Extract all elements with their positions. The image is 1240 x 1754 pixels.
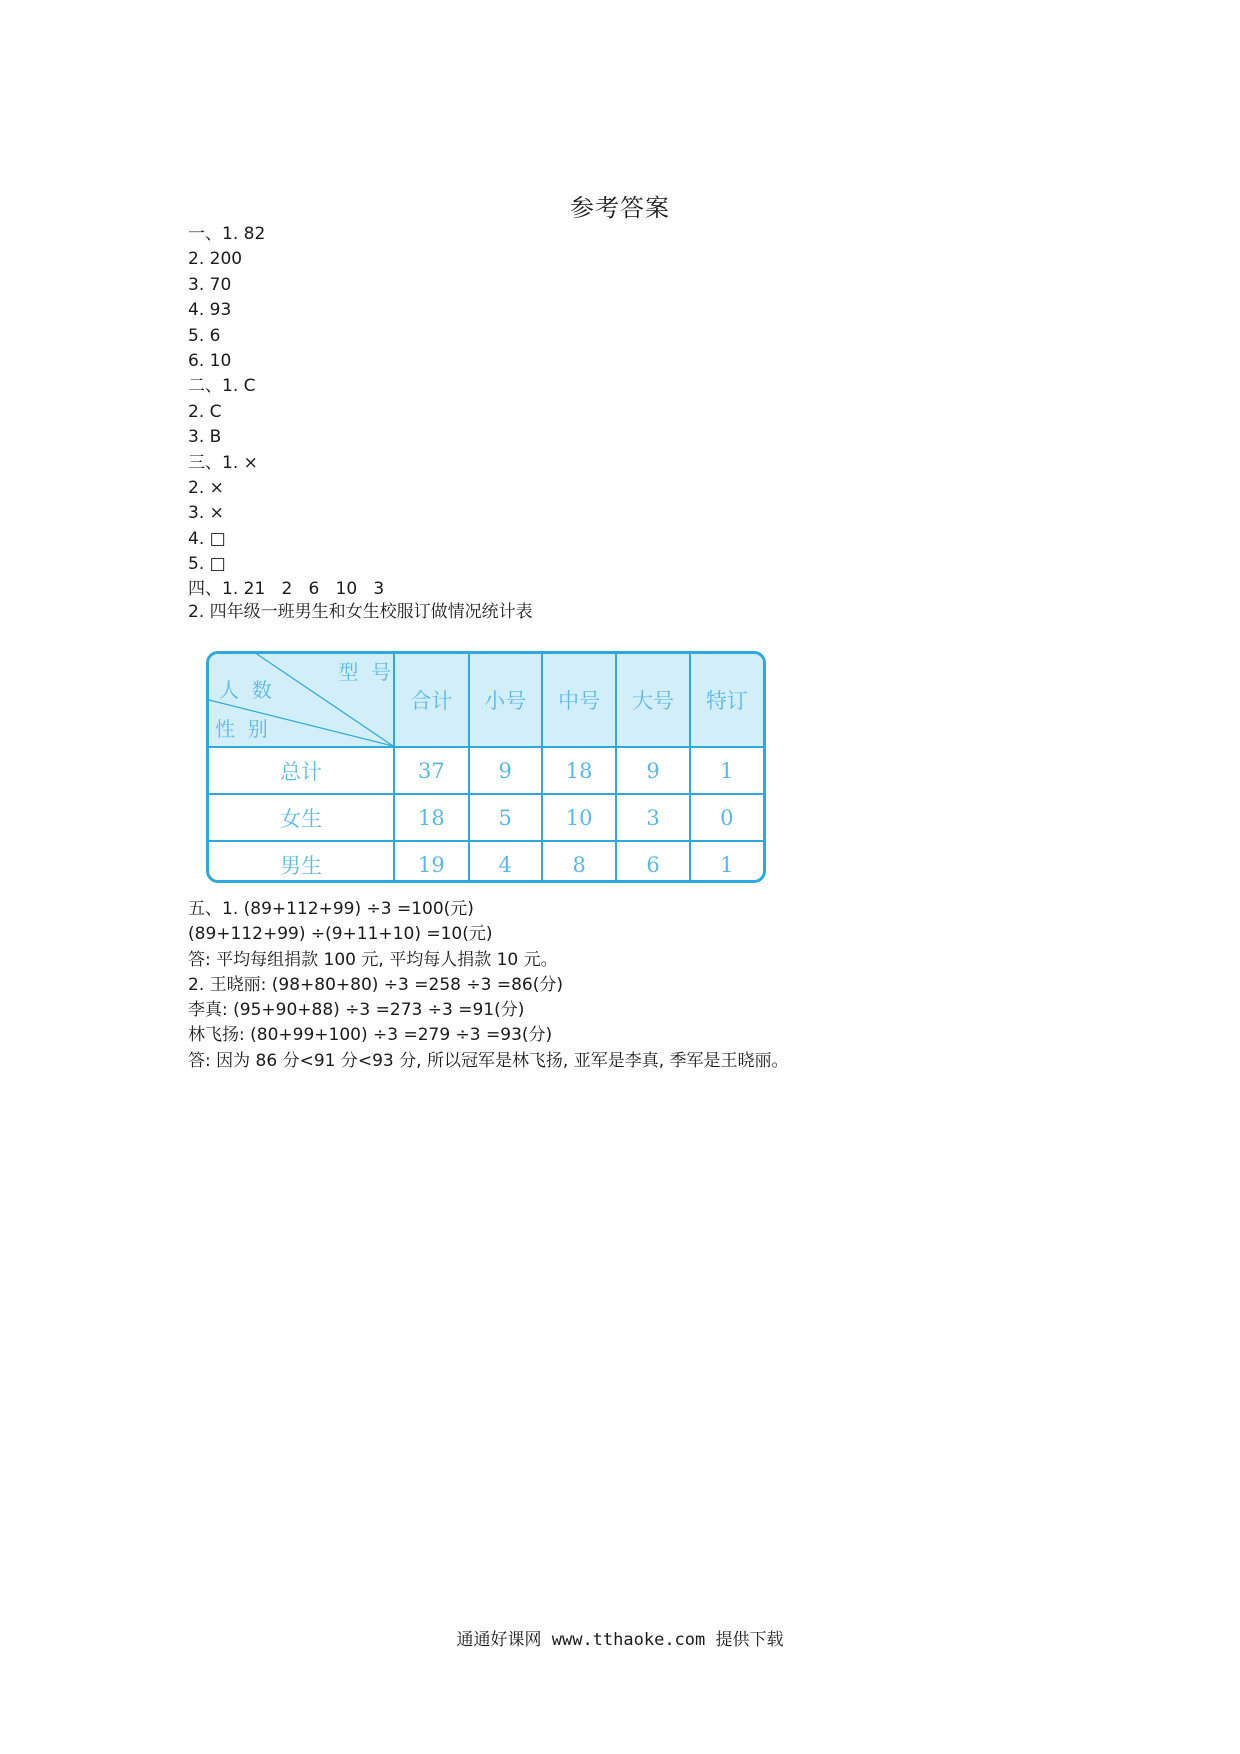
table-cell: 19 (394, 841, 469, 883)
table-cell: 4 (469, 841, 542, 883)
solution-line: 李真: (95+90+88) ÷3 =273 ÷3 =91(分) (188, 1000, 525, 1021)
table-cell: 18 (542, 747, 617, 794)
table-cell: 9 (469, 747, 542, 794)
solution-line: (89+112+99) ÷(9+11+10) =10(元) (188, 924, 493, 945)
answer-line: 4. 93 (188, 300, 232, 321)
answer-line: 二、1. C (188, 376, 256, 397)
uniform-statistics-table (206, 651, 766, 883)
table-cell: 18 (394, 794, 469, 841)
table-cell: 37 (394, 747, 469, 794)
table-cell: 1 (690, 747, 763, 794)
table-cell: 5 (469, 794, 542, 841)
corner-label-size: 型 号 (338, 660, 392, 684)
table-cell: 1 (690, 841, 763, 883)
column-header: 特订 (690, 654, 763, 747)
solution-line: 答: 平均每组捐款 100 元, 平均每人捐款 10 元。 (188, 949, 558, 970)
column-header: 合计 (394, 654, 469, 747)
row-label: 女生 (209, 794, 394, 841)
answer-line: 四、1. 21 2 6 10 3 (188, 579, 385, 600)
solution-line: 林飞扬: (80+99+100) ÷3 =279 ÷3 =93(分) (188, 1025, 553, 1046)
answer-line: 6. 10 (188, 350, 232, 371)
corner-label-gender: 性 别 (215, 717, 268, 741)
table-cell: 9 (616, 747, 689, 794)
row-label: 男生 (209, 841, 394, 883)
column-header: 小号 (469, 654, 542, 747)
table-corner-cell (209, 654, 394, 747)
column-header: 中号 (542, 654, 617, 747)
answer-line: 3. × (188, 503, 224, 524)
column-header: 大号 (616, 654, 689, 747)
table-header-row (209, 654, 763, 747)
table-cell: 6 (616, 841, 689, 883)
solution-line: 2. 王晓丽: (98+80+80) ÷3 =258 ÷3 =86(分) (188, 974, 563, 995)
answer-line: 5. 6 (188, 325, 221, 346)
answer-list (188, 222, 384, 603)
answer-line: 3. B (188, 427, 222, 448)
solution-list (188, 897, 789, 1074)
answer-line: 一、1. 82 (188, 224, 266, 244)
answer-line: 2. 200 (188, 249, 243, 270)
answer-line: 2. × (188, 477, 224, 498)
answer-line: 2. C (188, 401, 222, 422)
table-row (209, 794, 763, 841)
table-row (209, 841, 763, 883)
table-cell: 10 (542, 794, 617, 841)
solution-line: 五、1. (89+112+99) ÷3 =100(元) (188, 899, 474, 919)
corner-label-count: 人 数 (219, 678, 272, 702)
answer-line: 3. 70 (188, 274, 232, 295)
table-cell: 3 (616, 794, 689, 841)
solution-line: 答: 因为 86 分<91 分<93 分, 所以冠军是林飞扬, 亚军是李真, 季军是王晓丽。 (188, 1050, 789, 1071)
answer-line: 5. □ (188, 554, 226, 575)
page-title: 参考答案 (570, 194, 670, 222)
answer-line: 4. □ (188, 528, 226, 549)
table-cell: 8 (542, 841, 617, 883)
answer-line: 三、1. × (188, 452, 258, 473)
table-cell: 0 (690, 794, 763, 841)
table-caption: 2. 四年级一班男生和女生校服订做情况统计表 (188, 602, 533, 622)
table-row (209, 747, 763, 794)
footer-download-note: 通通好课网 www.tthaoke.com 提供下载 (456, 1630, 784, 1650)
row-label: 总计 (209, 747, 394, 794)
